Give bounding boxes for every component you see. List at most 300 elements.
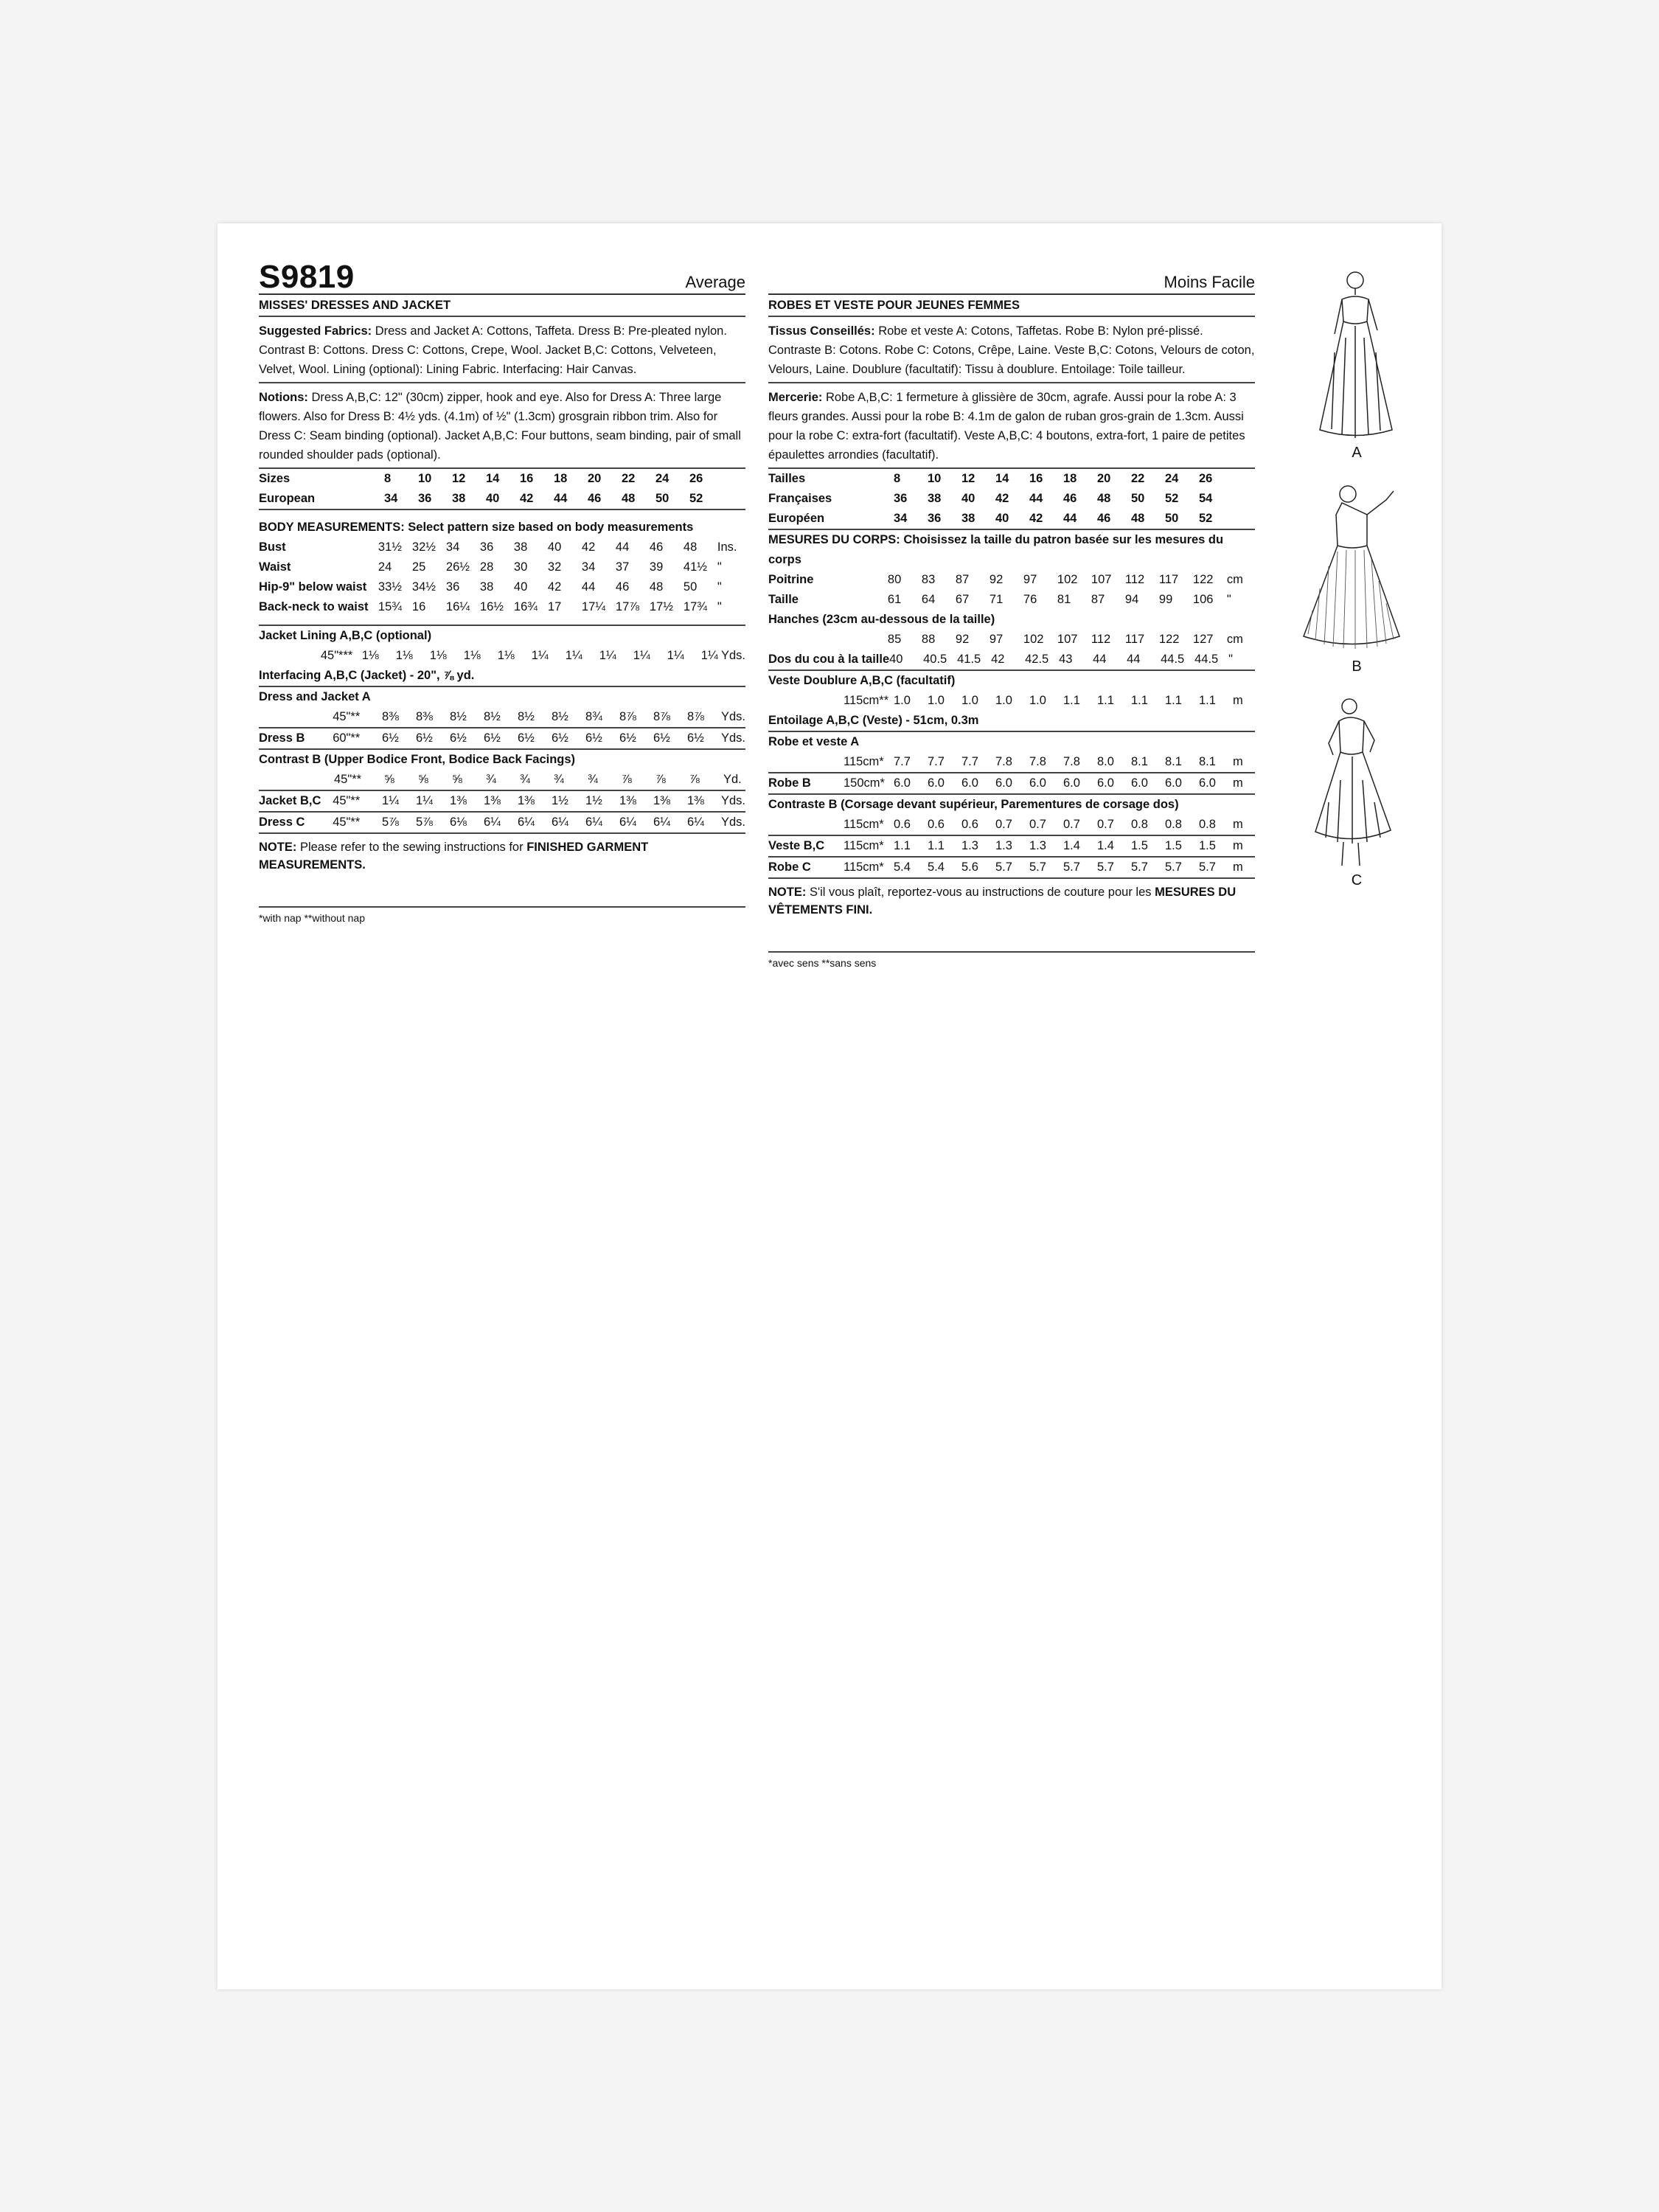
table-cell: 92	[989, 573, 1004, 586]
measurement-label: Taille	[768, 593, 799, 606]
table-cell: 6½	[415, 731, 433, 745]
table-cell: 0.7	[1063, 818, 1080, 831]
fabrics-section	[259, 317, 745, 383]
figure-c	[1290, 692, 1423, 888]
table-cell: 44	[581, 580, 596, 594]
cells	[382, 813, 721, 832]
table-cell: 14	[486, 472, 500, 485]
table-cell: 8½	[517, 710, 535, 723]
table-cell: 6.0	[1063, 776, 1080, 790]
table-cell: 1⅛	[429, 649, 447, 662]
fabric-width: 115cm*	[844, 839, 884, 852]
table-cell: 1.0	[928, 694, 945, 707]
table-cell: 16½	[479, 600, 504, 613]
table-cell: 7.7	[961, 755, 978, 768]
measurement-row	[259, 538, 745, 557]
table-cell: 1¼	[667, 649, 684, 662]
sizes-label: Sizes	[259, 472, 291, 485]
fabric-width: 60"**	[333, 731, 361, 745]
table-cell: 1¼	[633, 649, 650, 662]
table-cell: 42	[991, 653, 1005, 666]
table-cell: 1½	[585, 794, 602, 807]
table-cell: 40	[961, 492, 975, 505]
table-cell: 97	[989, 633, 1004, 646]
unit: Yds.	[720, 710, 745, 723]
table-cell: 40.5	[923, 653, 947, 666]
table-cell: 1.1	[928, 839, 945, 852]
table-cell: 5.7	[1199, 860, 1216, 874]
dress-c-row	[259, 813, 745, 834]
table-cell: 5.4	[894, 860, 911, 874]
footnote: *with nap **without nap	[259, 906, 745, 925]
table-cell: 26½	[445, 560, 470, 574]
table-cell: 8½	[551, 710, 568, 723]
table-cell: 24	[655, 472, 669, 485]
table-cell: 7.8	[1029, 755, 1046, 768]
table-cell: 0.8	[1131, 818, 1148, 831]
francaises-row	[768, 489, 1255, 509]
difficulty-level-fr: Moins Facile	[1164, 273, 1255, 291]
notions-section	[259, 383, 745, 469]
table-cell: 94	[1124, 593, 1139, 606]
veste-doublure-title: Veste Doublure A,B,C (facultatif)	[768, 674, 956, 687]
unit: Yds.	[720, 794, 745, 807]
figure-b	[1290, 478, 1423, 675]
back-label-fr: Dos du cou à la taille	[768, 653, 890, 666]
pattern-envelope-back	[218, 223, 1441, 1989]
table-cell: 8	[384, 472, 392, 485]
table-cell: 6½	[585, 731, 602, 745]
note-bold: MESURES DU VÊTEMENTS FINI.	[768, 886, 1237, 917]
cells	[362, 646, 701, 666]
table-cell: 52	[689, 492, 703, 505]
measurement-label: Poitrine	[768, 573, 814, 586]
table-cell: 85	[887, 633, 902, 646]
fabric-width: 45"**	[333, 794, 361, 807]
table-cell: 16	[1029, 472, 1043, 485]
header-fr	[768, 258, 1255, 295]
table-cell: 26	[1199, 472, 1213, 485]
table-cell: 6½	[619, 731, 636, 745]
cells	[894, 489, 1233, 509]
dress-b-sketch	[1290, 478, 1423, 662]
table-cell: 0.6	[928, 818, 945, 831]
table-cell: 6¼	[686, 815, 704, 829]
table-cell: 17½	[649, 600, 674, 613]
table-cell: 1.0	[1029, 694, 1046, 707]
table-cell: 10	[928, 472, 942, 485]
veste-bc-row	[768, 836, 1255, 858]
table-cell: 40	[486, 492, 500, 505]
table-cell: 81	[1057, 593, 1071, 606]
table-cell: 1¼	[381, 794, 399, 807]
table-cell: ¾	[520, 773, 530, 786]
table-cell: 38	[513, 540, 528, 554]
table-cell: 24	[1165, 472, 1179, 485]
unit: Yd.	[723, 773, 742, 786]
table-cell: 6.0	[1199, 776, 1216, 790]
europeen-row	[768, 509, 1255, 530]
table-cell: 50	[1165, 512, 1179, 525]
table-cell: 22	[1131, 472, 1145, 485]
fabric-width: 115cm**	[844, 694, 889, 707]
table-cell: 8.1	[1199, 755, 1216, 768]
table-cell: 80	[887, 573, 902, 586]
veste-bc-label: Veste B,C	[768, 839, 825, 852]
table-cell: 42	[995, 492, 1009, 505]
table-cell: 8⅞	[619, 710, 636, 723]
francaises-label: Françaises	[768, 492, 832, 505]
fabrics-label: Suggested Fabrics:	[259, 324, 372, 338]
table-cell: 52	[1199, 512, 1213, 525]
table-cell: 6¼	[619, 815, 636, 829]
table-cell: 1⅛	[361, 649, 379, 662]
table-cell: 6.0	[928, 776, 945, 790]
header	[259, 258, 745, 295]
sizes-row	[259, 469, 745, 489]
table-cell: 1.0	[894, 694, 911, 707]
cells	[382, 791, 721, 811]
table-cell: 6¼	[653, 815, 670, 829]
table-cell: 112	[1091, 633, 1111, 646]
table-cell: 16¾	[513, 600, 538, 613]
cells	[378, 597, 717, 617]
table-cell: 6½	[653, 731, 670, 745]
table-cell: 88	[921, 633, 936, 646]
contraste-b-row	[768, 815, 1255, 836]
table-cell: 39	[649, 560, 664, 574]
table-cell: 0.7	[995, 818, 1012, 831]
robe-veste-a-title: Robe et veste A	[768, 735, 860, 748]
table-cell: 102	[1057, 573, 1078, 586]
hip-label-fr: Hanches (23cm au-dessous de la taille)	[768, 613, 995, 626]
fabric-width: 115cm*	[844, 755, 884, 768]
table-cell: 46	[615, 580, 630, 594]
dress-c-sketch	[1290, 692, 1423, 876]
table-cell: 36	[418, 492, 432, 505]
cells	[894, 836, 1233, 856]
table-cell: 40	[547, 540, 562, 554]
veste-doublure-row	[768, 691, 1255, 711]
pattern-title: MISSES' DRESSES AND JACKET	[259, 295, 745, 317]
fabric-width: 45"**	[333, 815, 361, 829]
measurement-label: Bust	[259, 540, 286, 554]
table-cell: 106	[1192, 593, 1214, 606]
dress-c-label: Dress C	[259, 815, 305, 829]
cells	[384, 770, 723, 790]
figure-b-label: B	[1352, 658, 1362, 675]
table-cell: 117	[1158, 573, 1179, 586]
table-cell: 8⅞	[686, 710, 704, 723]
table-cell: 0.6	[961, 818, 978, 831]
cells	[889, 650, 1228, 669]
table-cell: 8⅜	[415, 710, 433, 723]
table-cell: 8½	[483, 710, 501, 723]
table-cell: 71	[989, 593, 1004, 606]
table-cell: ¾	[554, 773, 564, 786]
cells	[894, 752, 1233, 772]
table-cell: 50	[655, 492, 669, 505]
dress-a-sketch	[1290, 264, 1423, 448]
table-cell: 107	[1091, 573, 1112, 586]
table-cell: 6⅛	[449, 815, 467, 829]
table-cell: 6½	[686, 731, 704, 745]
table-cell: 17⅞	[615, 600, 640, 613]
unit: cm	[1226, 573, 1243, 586]
table-cell: 42	[547, 580, 562, 594]
dress-b-label: Dress B	[259, 731, 305, 745]
table-cell: ⅝	[418, 773, 428, 786]
table-cell: 48	[622, 492, 636, 505]
measurement-label: Hip-9" below waist	[259, 580, 367, 594]
cells	[894, 691, 1233, 711]
figure-a-label: A	[1352, 445, 1362, 461]
table-cell: 64	[921, 593, 936, 606]
table-cell: 44	[554, 492, 568, 505]
note-label: NOTE:	[768, 886, 807, 899]
body-measurements-table	[259, 538, 745, 617]
table-cell: 122	[1158, 633, 1180, 646]
table-cell: 127	[1192, 633, 1214, 646]
table-cell: 112	[1124, 573, 1145, 586]
table-cell: 1⅛	[497, 649, 515, 662]
unit: m	[1233, 694, 1243, 707]
table-cell: 6½	[449, 731, 467, 745]
table-cell: 14	[995, 472, 1009, 485]
table-cell: 20	[1097, 472, 1111, 485]
table-cell: 40	[513, 580, 528, 594]
body-measurements-table-fr	[768, 570, 1255, 610]
fabrics-text: Robe et veste A: Cotons, Taffetas. Robe B: Nylon pré-plissé. Contraste B: Cotons. Robe C: Cotons, Crêpe, Laine. Veste B,C: Cotons, Velours de coton, Velours, Laine. Doublure (facultatif): Tissu à doublure. Entoilage: Toile tailleur.	[768, 324, 1255, 376]
table-cell: ⅝	[384, 773, 394, 786]
table-cell: 6.0	[1131, 776, 1148, 790]
table-cell: 1⅜	[483, 794, 501, 807]
unit: "	[1228, 653, 1233, 666]
table-cell: 6½	[551, 731, 568, 745]
table-cell: 92	[955, 633, 970, 646]
table-cell: 17¾	[683, 600, 708, 613]
back-row-fr	[768, 650, 1255, 671]
unit: "	[717, 560, 722, 574]
table-cell: ¾	[486, 773, 496, 786]
table-cell: 15¾	[378, 600, 403, 613]
table-cell: 1.5	[1165, 839, 1182, 852]
table-cell: 83	[921, 573, 936, 586]
table-cell: 6½	[483, 731, 501, 745]
table-cell: 42	[581, 540, 596, 554]
table-cell: 32	[547, 560, 562, 574]
unit: m	[1233, 818, 1243, 831]
notions-label: Notions:	[259, 391, 308, 404]
table-cell: ⅞	[622, 773, 632, 786]
table-cell: 102	[1023, 633, 1044, 646]
table-cell: 6.0	[1029, 776, 1046, 790]
table-cell: 99	[1158, 593, 1173, 606]
note	[259, 834, 745, 874]
notions-text: Dress A,B,C: 12" (30cm) zipper, hook and eye. Also for Dress A: Three large flowers. Also for Dress B: 4½ yds. (4.1m) of ½" (1.3cm) grosgrain ribbon trim. Also for Dress C: Seam binding (optional). Jacket A,B,C: Four buttons, seam binding, pair of small rounded shoulder pads (optional).	[259, 391, 741, 462]
unit: cm	[1226, 633, 1243, 646]
footnote-fr: *avec sens **sans sens	[768, 951, 1255, 970]
cells	[888, 630, 1227, 650]
body-measurements-title-fr: MESURES DU CORPS: Choisissez la taille du patron basée sur les mesures du corps	[768, 533, 1224, 566]
notions-section-fr	[768, 383, 1255, 469]
table-cell: 1.4	[1063, 839, 1080, 852]
table-cell: 1.0	[961, 694, 978, 707]
unit: m	[1233, 776, 1243, 790]
cells	[888, 590, 1227, 610]
cells	[384, 489, 723, 509]
contrast-b-row	[259, 770, 745, 791]
table-cell: ¾	[588, 773, 598, 786]
table-cell: 6.0	[1165, 776, 1182, 790]
fabric-width: 150cm*	[844, 776, 885, 790]
table-cell: 44.5	[1161, 653, 1185, 666]
note-text: Please refer to the sewing instructions for	[299, 841, 524, 854]
fabric-width: 115cm*	[844, 818, 884, 831]
note-fr	[768, 879, 1255, 919]
table-cell: 122	[1192, 573, 1214, 586]
table-cell: 25	[411, 560, 426, 574]
table-cell: 8⅜	[381, 710, 399, 723]
table-cell: 67	[955, 593, 970, 606]
fabrics-label: Tissus Conseillés:	[768, 324, 875, 338]
fabric-width: 45"**	[334, 773, 362, 786]
table-cell: 117	[1124, 633, 1145, 646]
table-cell: 48	[683, 540, 698, 554]
table-cell: 16¼	[445, 600, 470, 613]
table-cell: 44	[1093, 653, 1107, 666]
cells	[378, 557, 717, 577]
table-cell: 1⅛	[395, 649, 413, 662]
table-cell: 6¼	[483, 815, 501, 829]
robe-b-label: Robe B	[768, 776, 811, 790]
table-cell: 1¼	[565, 649, 582, 662]
measurement-row	[259, 557, 745, 577]
table-cell: 8.0	[1097, 755, 1114, 768]
unit: "	[717, 580, 722, 594]
table-cell: 5⅞	[381, 815, 399, 829]
table-cell: 5.7	[995, 860, 1012, 874]
table-cell: 16	[520, 472, 534, 485]
figure-a	[1290, 264, 1423, 461]
table-cell: 36	[445, 580, 460, 594]
table-cell: 1.1	[1063, 694, 1080, 707]
table-cell: 5.7	[1131, 860, 1148, 874]
jacket-bc-row	[259, 791, 745, 813]
table-cell: 16	[411, 600, 426, 613]
cells	[382, 728, 721, 748]
table-cell: 46	[1063, 492, 1077, 505]
jacket-lining-title: Jacket Lining A,B,C (optional)	[259, 629, 432, 642]
table-cell: 76	[1023, 593, 1037, 606]
table-cell: 5⅞	[415, 815, 433, 829]
unit: m	[1233, 755, 1243, 768]
table-cell: 5.7	[1029, 860, 1046, 874]
european-row	[259, 489, 745, 510]
difficulty-level: Average	[685, 273, 745, 291]
table-cell: 30	[513, 560, 528, 574]
table-cell: 1.1	[1199, 694, 1216, 707]
contraste-b-title: Contraste B (Corsage devant supérieur, Parementures de corsage dos)	[768, 798, 1179, 811]
table-cell: 87	[955, 573, 970, 586]
europeen-label: Européen	[768, 512, 825, 525]
entoilage-row: Entoilage A,B,C (Veste) - 51cm, 0.3m	[768, 711, 1255, 732]
table-cell: 48	[1097, 492, 1111, 505]
robe-c-label: Robe C	[768, 860, 811, 874]
note-label: NOTE:	[259, 841, 297, 854]
table-cell: 36	[928, 512, 942, 525]
french-column	[768, 258, 1255, 970]
cells	[894, 815, 1233, 835]
table-cell: 36	[894, 492, 908, 505]
table-cell: 1⅜	[619, 794, 636, 807]
table-cell: 46	[1097, 512, 1111, 525]
table-cell: 0.7	[1097, 818, 1114, 831]
note-bold: FINISHED GARMENT MEASUREMENTS.	[259, 841, 649, 872]
table-cell: 50	[1131, 492, 1145, 505]
table-cell: 48	[649, 580, 664, 594]
table-cell: 1¼	[599, 649, 616, 662]
table-cell: 12	[452, 472, 466, 485]
table-cell: ⅞	[655, 773, 666, 786]
european-label: European	[259, 492, 316, 505]
table-cell: 5.7	[1165, 860, 1182, 874]
table-cell: 1.0	[995, 694, 1012, 707]
table-cell: 36	[479, 540, 494, 554]
jacket-bc-label: Jacket B,C	[259, 794, 321, 807]
table-cell: 1.1	[894, 839, 911, 852]
unit: Ins.	[717, 540, 737, 554]
cells	[378, 538, 717, 557]
table-cell: 1⅜	[517, 794, 535, 807]
table-cell: 34½	[411, 580, 437, 594]
table-cell: 8¾	[585, 710, 602, 723]
table-cell: 28	[479, 560, 494, 574]
table-cell: 5.6	[961, 860, 978, 874]
table-cell: 41½	[683, 560, 708, 574]
table-cell: 6.0	[995, 776, 1012, 790]
table-cell: 1⅛	[463, 649, 481, 662]
table-cell: 54	[1199, 492, 1213, 505]
notions-label: Mercerie:	[768, 391, 823, 404]
table-cell: 33½	[378, 580, 403, 594]
table-cell: 10	[418, 472, 432, 485]
cells	[894, 858, 1233, 877]
unit: m	[1233, 839, 1243, 852]
measurement-row	[259, 597, 745, 617]
table-cell: ⅞	[689, 773, 700, 786]
table-cell: 8.1	[1165, 755, 1182, 768]
table-cell: 17	[547, 600, 562, 613]
pattern-code: S9819	[259, 259, 355, 295]
table-cell: 87	[1091, 593, 1105, 606]
jacket-lining-row	[259, 646, 745, 666]
table-cell: 12	[961, 472, 975, 485]
figure-c-label: C	[1351, 872, 1363, 888]
measurement-row	[768, 590, 1255, 610]
unit: 1¼ Yds.	[700, 649, 745, 662]
table-cell: 34	[581, 560, 596, 574]
cells	[888, 570, 1227, 590]
table-cell: 1.5	[1131, 839, 1148, 852]
contrast-b-title: Contrast B (Upper Bodice Front, Bodice Back Facings)	[259, 753, 576, 766]
table-cell: 6¼	[551, 815, 568, 829]
measurement-row	[259, 577, 745, 597]
table-cell: 46	[649, 540, 664, 554]
table-cell: 34	[445, 540, 460, 554]
fabric-width: 45"***	[320, 649, 353, 662]
table-cell: 1⅜	[449, 794, 467, 807]
